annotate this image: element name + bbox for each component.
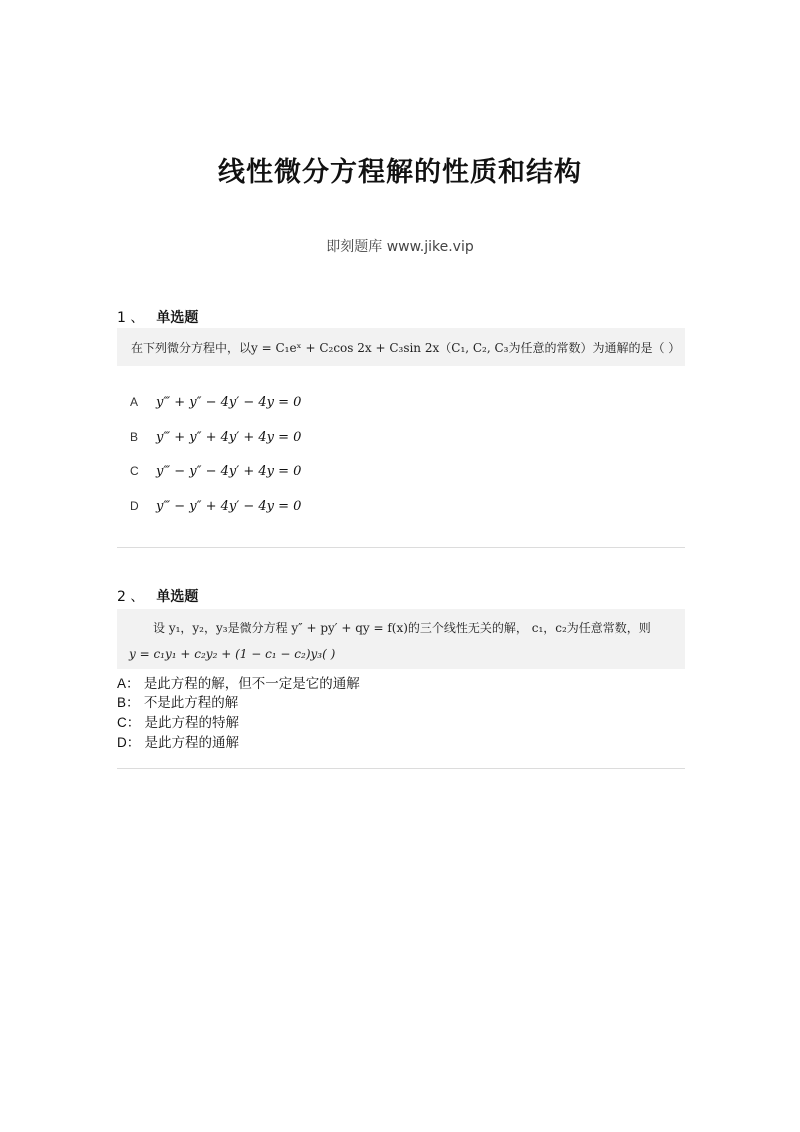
- question-1-stem-box: [117, 328, 685, 366]
- option-letter: D: [130, 499, 139, 513]
- question-divider: [117, 547, 685, 548]
- question-2-stem-line-1: 设 y₁，y₂，y₃是微分方程 y″ + py′ + qy = f(x)的三个线性无关的解， c₁，c₂为任意常数，则: [153, 621, 651, 635]
- option-letter: D：: [117, 735, 141, 750]
- option-letter: B：: [117, 695, 140, 710]
- question-type: 单选题: [156, 310, 199, 326]
- option-text: 是此方程的解，但不一定是它的通解: [143, 676, 360, 692]
- question-divider: [117, 768, 685, 769]
- question-2-option-b[interactable]: [117, 691, 238, 711]
- option-text: 不是此方程的解: [143, 695, 239, 711]
- question-2-option-d[interactable]: [117, 731, 239, 751]
- question-2-header: [117, 586, 198, 606]
- page-subtitle: 即刻题库 www.jike.vip: [326, 239, 474, 255]
- question-1-header: [117, 307, 198, 327]
- option-equation: y‴ − y″ − 4y′ + 4y = 0: [156, 464, 302, 479]
- question-2-option-c[interactable]: [117, 711, 239, 731]
- question-2-stem-box: [117, 609, 685, 669]
- option-letter: C：: [117, 715, 141, 730]
- question-1-option-a[interactable]: [130, 395, 301, 410]
- option-equation: y‴ − y″ + 4y′ − 4y = 0: [156, 499, 302, 514]
- question-number: 2 、: [117, 589, 145, 605]
- option-equation: y‴ + y″ + 4y′ + 4y = 0: [156, 430, 302, 445]
- page-title: 线性微分方程解的性质和结构: [218, 157, 582, 188]
- question-1-option-d[interactable]: [130, 499, 301, 514]
- option-text: 是此方程的特解: [144, 715, 240, 731]
- option-letter: A：: [117, 676, 140, 691]
- option-letter: B: [130, 430, 139, 444]
- question-type: 单选题: [156, 589, 199, 605]
- question-2-option-a[interactable]: [117, 672, 360, 692]
- option-letter: A: [130, 395, 139, 409]
- question-1-stem: 在下列微分方程中，以y = C₁eˣ + C₂cos 2x + C₃sin 2x（C₁, C₂, C₃为任意的常数）为通解的是（ ）: [131, 341, 681, 355]
- question-1-option-c[interactable]: [130, 464, 301, 479]
- question-number: 1 、: [117, 310, 145, 326]
- question-1-option-b[interactable]: [130, 430, 301, 445]
- option-text: 是此方程的通解: [144, 735, 240, 751]
- question-2-stem-line-2: y = c₁y₁ + c₂y₂ + (1 − c₁ − c₂)y₃( ): [129, 647, 336, 661]
- option-equation: y‴ + y″ − 4y′ − 4y = 0: [156, 395, 302, 410]
- option-letter: C: [130, 464, 139, 478]
